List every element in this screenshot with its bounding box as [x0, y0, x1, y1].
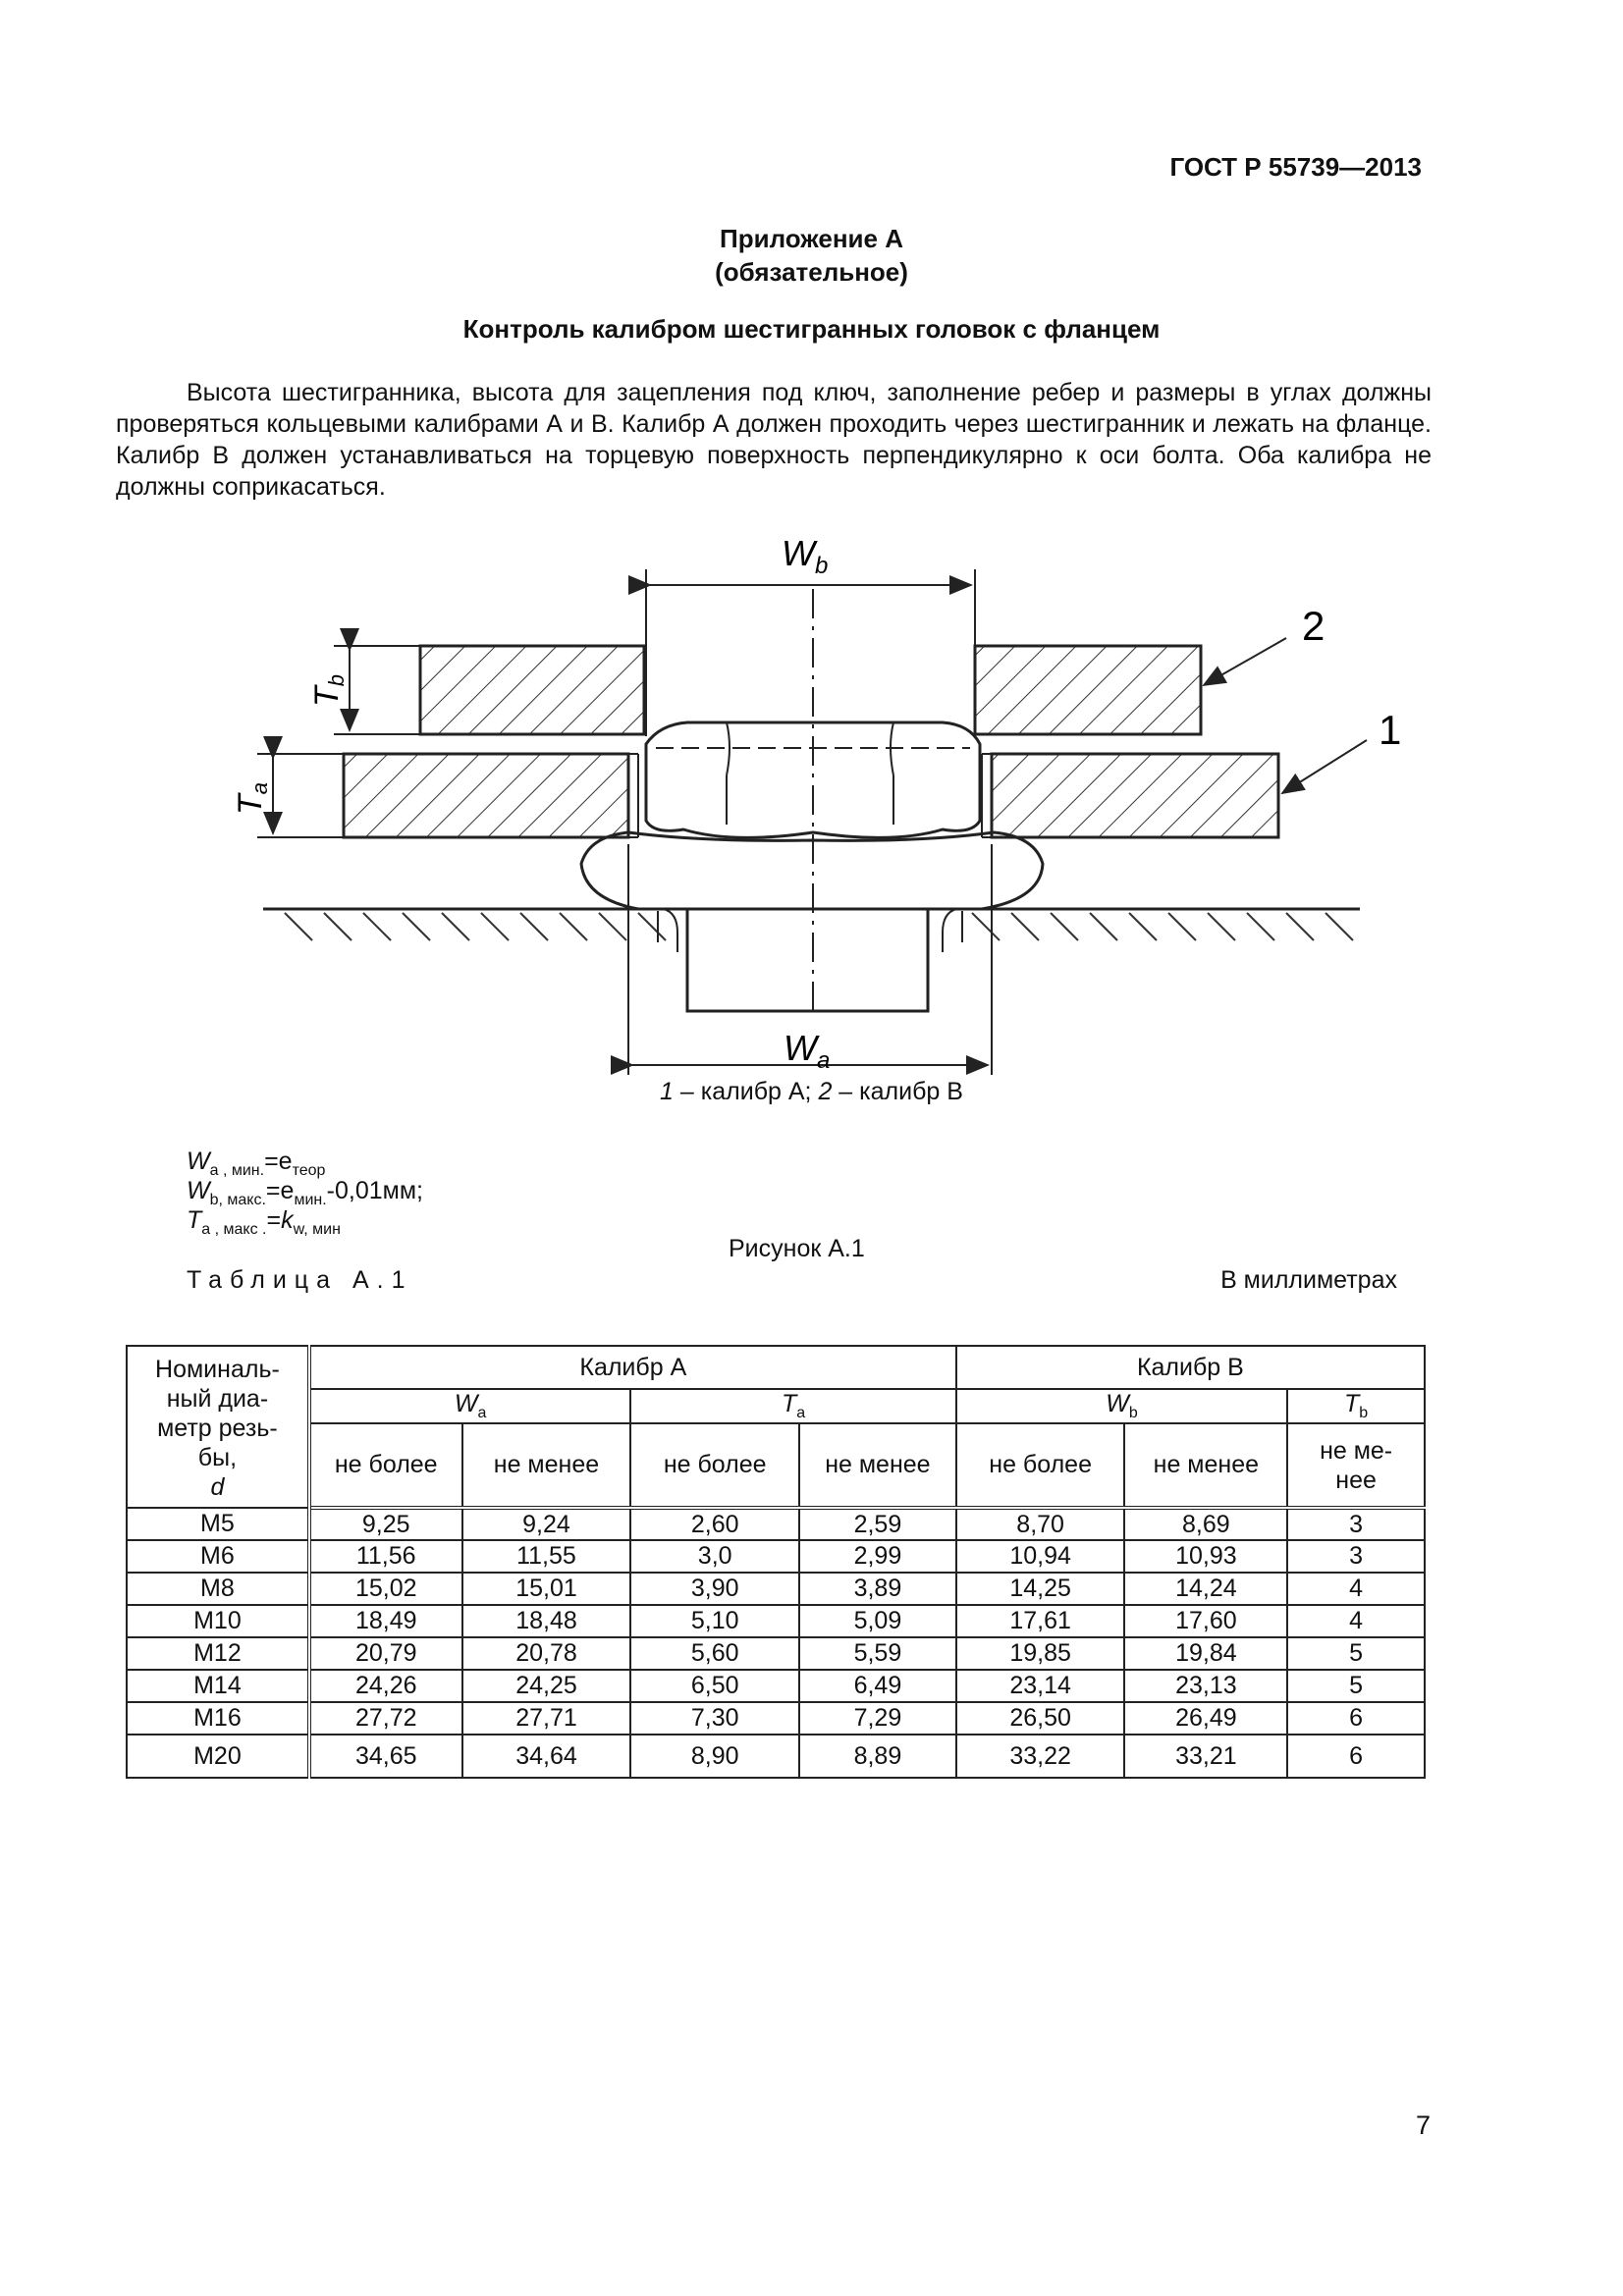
header-tb: $T_b$	[1287, 1389, 1425, 1423]
table-cell: 3,89	[799, 1573, 956, 1605]
table-row	[127, 1637, 1425, 1670]
table-cell: 15,02	[309, 1573, 462, 1605]
table-cell: 18,48	[462, 1605, 631, 1637]
page-number: 7	[1415, 2110, 1431, 2140]
header-gauge-a: Калибр А	[309, 1346, 956, 1389]
formula-ta: $T_{a , макс .}=k_{w, мин}$	[187, 1206, 341, 1238]
table-cell: 2,99	[799, 1540, 956, 1573]
table-cell: 20,78	[462, 1637, 631, 1670]
ta-dimension	[257, 754, 344, 837]
table-cell: 8,70	[956, 1508, 1125, 1540]
table-cell: 4	[1287, 1605, 1425, 1637]
figure-caption: Рисунок А.1	[729, 1235, 865, 1262]
table-cell: 26,50	[956, 1702, 1125, 1735]
leader-1	[1282, 740, 1367, 793]
label-ta: Ta	[232, 781, 272, 815]
cell-thread-size: M20	[127, 1735, 309, 1778]
table-cell: 5,60	[630, 1637, 799, 1670]
header-wb: $W_b$	[956, 1389, 1287, 1423]
table-cell: 34,65	[309, 1735, 462, 1778]
table-row	[127, 1508, 1425, 1540]
gauge-drawing	[0, 530, 1623, 1109]
cell-thread-size: M12	[127, 1637, 309, 1670]
table-cell: 2,59	[799, 1508, 956, 1540]
legend-num-1: 1	[660, 1078, 674, 1105]
table-cell: 27,71	[462, 1702, 631, 1735]
legend-text-1: – калибр A;	[673, 1078, 819, 1105]
label-wa: $W_a$	[784, 1028, 831, 1074]
table-units: В миллиметрах	[1220, 1266, 1397, 1294]
appendix-subtitle: (обязательное)	[715, 257, 908, 287]
table-row	[127, 1573, 1425, 1605]
table-row	[127, 1735, 1425, 1778]
table-cell: 6	[1287, 1702, 1425, 1735]
legend-text-2: – калибр B	[832, 1078, 963, 1105]
header-gauge-b: Калибр B	[956, 1346, 1425, 1389]
base-surface	[263, 909, 1360, 940]
table-cell: 27,72	[309, 1702, 462, 1735]
standard-number: ГОСТ Р 55739—2013	[1169, 152, 1422, 182]
header-nominal-diameter: Номиналь- ный диа- метр резь- бы, d	[127, 1346, 309, 1508]
header-ta: $T_a$	[630, 1389, 955, 1423]
cell-thread-size: M10	[127, 1605, 309, 1637]
table-cell: 5	[1287, 1670, 1425, 1702]
table-cell: 6	[1287, 1735, 1425, 1778]
table-cell: 9,25	[309, 1508, 462, 1540]
table-cell: 23,13	[1124, 1670, 1287, 1702]
label-tb: Tb	[308, 673, 349, 707]
header-wa: $W_a$	[309, 1389, 630, 1423]
table-cell: 24,26	[309, 1670, 462, 1702]
cell-thread-size: M6	[127, 1540, 309, 1573]
body-paragraph: Высота шестигранника, высота для зацепления под ключ, заполнение ребер и размеры в углах должны проверяться кольцевыми калибрами А и В. Калибр А должен проходить через шестигранник и лежать на фланце. Калибр В должен устанавливаться на торцевую поверхность перпендикулярно к оси болта. Оба калибра не должны соприкасаться.	[116, 379, 1432, 501]
tb-dimension	[334, 646, 420, 734]
table-cell: 7,30	[630, 1702, 799, 1735]
table-cell: 15,01	[462, 1573, 631, 1605]
table-cell: 17,61	[956, 1605, 1125, 1637]
table-cell: 11,55	[462, 1540, 631, 1573]
leader-2	[1204, 638, 1286, 685]
table-cell: 33,22	[956, 1735, 1125, 1778]
table-cell: 6,50	[630, 1670, 799, 1702]
appendix-heading	[0, 222, 1623, 289]
table-caption: Таблица А.1	[187, 1266, 413, 1294]
table-cell: 5,59	[799, 1637, 956, 1670]
table-cell: 14,25	[956, 1573, 1125, 1605]
header-wa-min: не менее	[462, 1423, 631, 1508]
table-cell: 24,25	[462, 1670, 631, 1702]
gauge-a	[344, 754, 1278, 837]
cell-thread-size: M5	[127, 1508, 309, 1540]
header-ta-max: не более	[630, 1423, 799, 1508]
table-cell: 10,93	[1124, 1540, 1287, 1573]
formula-wb: $W_{b, макс.}=e_{мин.}-0,01мм$;	[187, 1177, 423, 1208]
table-cell: 3,90	[630, 1573, 799, 1605]
table-row	[127, 1540, 1425, 1573]
gauge-table	[126, 1345, 1426, 1779]
header-ta-min: не менее	[799, 1423, 956, 1508]
table-cell: 8,90	[630, 1735, 799, 1778]
table-cell: 7,29	[799, 1702, 956, 1735]
section-title: Контроль калибром шестигранных головок с фланцем	[462, 314, 1161, 344]
table-cell: 10,94	[956, 1540, 1125, 1573]
label-wb: $W_b$	[782, 533, 829, 579]
table-cell: 4	[1287, 1573, 1425, 1605]
table-cell: 5,10	[630, 1605, 799, 1637]
header-wb-min: не менее	[1124, 1423, 1287, 1508]
table-cell: 18,49	[309, 1605, 462, 1637]
table-cell: 3,0	[630, 1540, 799, 1573]
table-cell: 20,79	[309, 1637, 462, 1670]
table-cell: 6,49	[799, 1670, 956, 1702]
table-cell: 19,85	[956, 1637, 1125, 1670]
wb-dimension	[646, 569, 975, 736]
cell-thread-size: M14	[127, 1670, 309, 1702]
header-wb-max: не более	[956, 1423, 1125, 1508]
table-cell: 9,24	[462, 1508, 631, 1540]
table-cell: 14,24	[1124, 1573, 1287, 1605]
label-1: 1	[1379, 707, 1402, 753]
legend-num-2: 2	[818, 1078, 833, 1105]
table-cell: 8,69	[1124, 1508, 1287, 1540]
table-cell: 34,64	[462, 1735, 631, 1778]
cell-thread-size: M8	[127, 1573, 309, 1605]
table-cell: 3	[1287, 1540, 1425, 1573]
table-row	[127, 1702, 1425, 1735]
table-cell: 19,84	[1124, 1637, 1287, 1670]
header-tb-min: не ме- нее	[1287, 1423, 1425, 1508]
table-body	[127, 1508, 1425, 1778]
header-wa-max: не более	[309, 1423, 462, 1508]
table-cell: 2,60	[630, 1508, 799, 1540]
table-cell: 17,60	[1124, 1605, 1287, 1637]
table-cell: 3	[1287, 1508, 1425, 1540]
table-cell: 26,49	[1124, 1702, 1287, 1735]
table-cell: 5	[1287, 1637, 1425, 1670]
figure-legend	[0, 1078, 1623, 1106]
cell-thread-size: M16	[127, 1702, 309, 1735]
label-2: 2	[1302, 603, 1325, 649]
table-cell: 33,21	[1124, 1735, 1287, 1778]
appendix-title: Приложение А	[720, 224, 903, 253]
table-row	[127, 1670, 1425, 1702]
table-cell: 23,14	[956, 1670, 1125, 1702]
table-row	[127, 1605, 1425, 1637]
table-cell: 11,56	[309, 1540, 462, 1573]
bolt-head	[581, 722, 1043, 1011]
table-cell: 8,89	[799, 1735, 956, 1778]
formula-wa: $W_{a , мин.}=e_{теор}$	[187, 1148, 326, 1179]
table-cell: 5,09	[799, 1605, 956, 1637]
